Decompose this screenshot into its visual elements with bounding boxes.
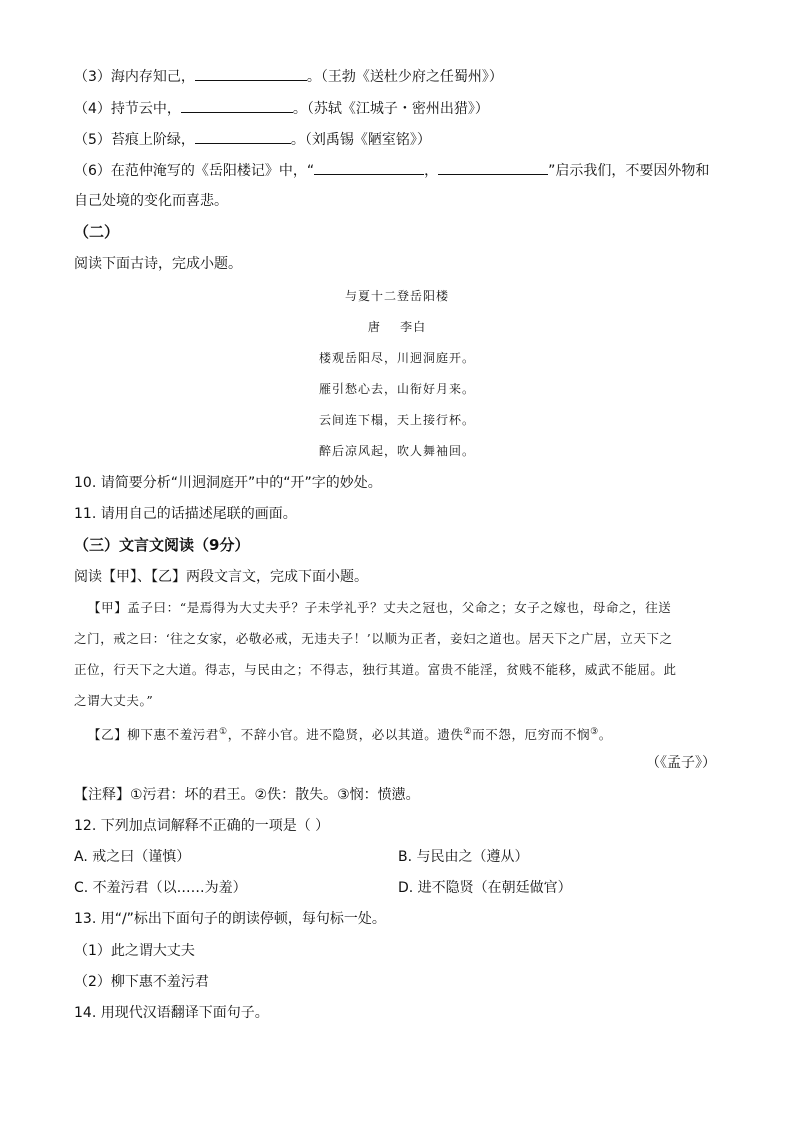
passage-jia-line: 【甲】孟子曰：“是焉得为大丈夫乎？子未学礼乎？丈夫之冠也，父命之；女子之嫁也，母命之，往送 bbox=[88, 600, 672, 615]
question-5-prefix: （5）苔痕上阶绿， bbox=[74, 132, 195, 148]
question-10: 10. 请简要分析“川迥洞庭开”中的“开”字的妙处。 bbox=[74, 475, 382, 491]
question-6-middle: ， bbox=[424, 163, 439, 179]
answer-blank[interactable] bbox=[438, 160, 548, 175]
footnote-marker: ② bbox=[463, 727, 473, 737]
poem-line: 云间连下榻，天上接行杯。 bbox=[318, 413, 475, 427]
option-a[interactable]: A. 戒之曰（谨慎） bbox=[74, 849, 191, 865]
question-14: 14. 用现代汉语翻译下面句子。 bbox=[74, 1005, 269, 1021]
question-6-suffix: ”启示我们，不要因外物和 bbox=[548, 163, 710, 179]
poem-line: 醉后凉风起，吹人舞袖回。 bbox=[318, 444, 475, 458]
question-4-prefix: （4）持节云中， bbox=[74, 101, 181, 117]
passage-yi-text: ，不辞小官。进不隐贤，必以其道。遗佚 bbox=[227, 727, 464, 743]
passage-jia-line: 正位，行天下之大道。得志，与民由之；不得志，独行其道。富贵不能淫，贫贱不能移，威武不能屈。此 bbox=[74, 662, 677, 677]
annotation-notes: 【注释】①污君：坏的君王。②佚：散失。③悯：愤懑。 bbox=[74, 787, 420, 803]
section-3-intro: 阅读【甲】、【乙】两段文言文，完成下面小题。 bbox=[74, 569, 368, 585]
question-6-prefix: （6）在范仲淹写的《岳阳楼记》中，“ bbox=[74, 163, 315, 179]
answer-blank[interactable] bbox=[181, 98, 293, 113]
section-2-heading: （二） bbox=[74, 223, 120, 241]
question-4-suffix: 。（苏轼《江城子・密州出猎》） bbox=[292, 101, 489, 117]
option-d[interactable]: D. 进不隐贤（在朝廷做官） bbox=[398, 880, 572, 896]
question-13-item-1: （1）此之谓大丈夫 bbox=[74, 943, 195, 959]
question-13-item-2: （2）柳下惠不羞污君 bbox=[74, 974, 209, 990]
poem-line: 雁引愁心去，山衔好月来。 bbox=[318, 382, 475, 396]
footnote-marker: ③ bbox=[590, 727, 599, 737]
question-6-line2: 自己处境的变化而喜悲。 bbox=[74, 193, 228, 209]
passage-source: （《孟子》） bbox=[646, 755, 716, 771]
answer-blank[interactable] bbox=[195, 129, 291, 144]
answer-blank[interactable] bbox=[195, 66, 307, 81]
poem-line: 楼观岳阳尽，川迥洞庭开。 bbox=[318, 351, 475, 365]
poem-author: 唐 李白 bbox=[367, 320, 427, 334]
passage-yi bbox=[88, 722, 734, 745]
passage-yi-text: 。 bbox=[598, 727, 612, 743]
passage-jia-line: 之谓大丈夫。” bbox=[74, 693, 154, 708]
question-13: 13. 用“/”标出下面句子的朗读停顿，每句标一处。 bbox=[74, 911, 386, 927]
poem-title: 与夏十二登岳阳楼 bbox=[344, 289, 449, 303]
question-5-suffix: 。（刘禹锡《陋室铭》） bbox=[290, 132, 431, 148]
section-2-intro: 阅读下面古诗，完成小题。 bbox=[74, 256, 242, 272]
passage-yi-text: 【乙】柳下惠不羞污君 bbox=[88, 727, 220, 743]
passage-yi-text: 而不怨，厄穷而不悯 bbox=[472, 727, 591, 743]
answer-blank[interactable] bbox=[314, 160, 424, 175]
question-3-suffix: 。（王勃《送杜少府之任蜀州》） bbox=[306, 69, 503, 85]
question-3 bbox=[74, 66, 734, 87]
question-3-prefix: （3）海内存知己， bbox=[74, 69, 195, 85]
option-b[interactable]: B. 与民由之（遵从） bbox=[398, 849, 529, 865]
section-3-heading: （三）文言文阅读（9分） bbox=[74, 536, 250, 554]
footnote-marker: ① bbox=[219, 727, 228, 737]
passage-jia-line: 之门，戒之曰：‘往之女家，必敬必戒，无违夫子！’以顺为正者，妾妇之道也。居天下之广居，立天下之 bbox=[74, 631, 673, 646]
question-11: 11. 请用自己的话描述尾联的画面。 bbox=[74, 506, 297, 522]
question-6 bbox=[74, 160, 734, 181]
option-c[interactable]: C. 不羞污君（以……为羞） bbox=[74, 880, 247, 896]
question-12: 12. 下列加点词解释不正确的一项是（ ） bbox=[74, 818, 330, 834]
question-4 bbox=[74, 98, 734, 119]
question-5 bbox=[74, 129, 734, 150]
